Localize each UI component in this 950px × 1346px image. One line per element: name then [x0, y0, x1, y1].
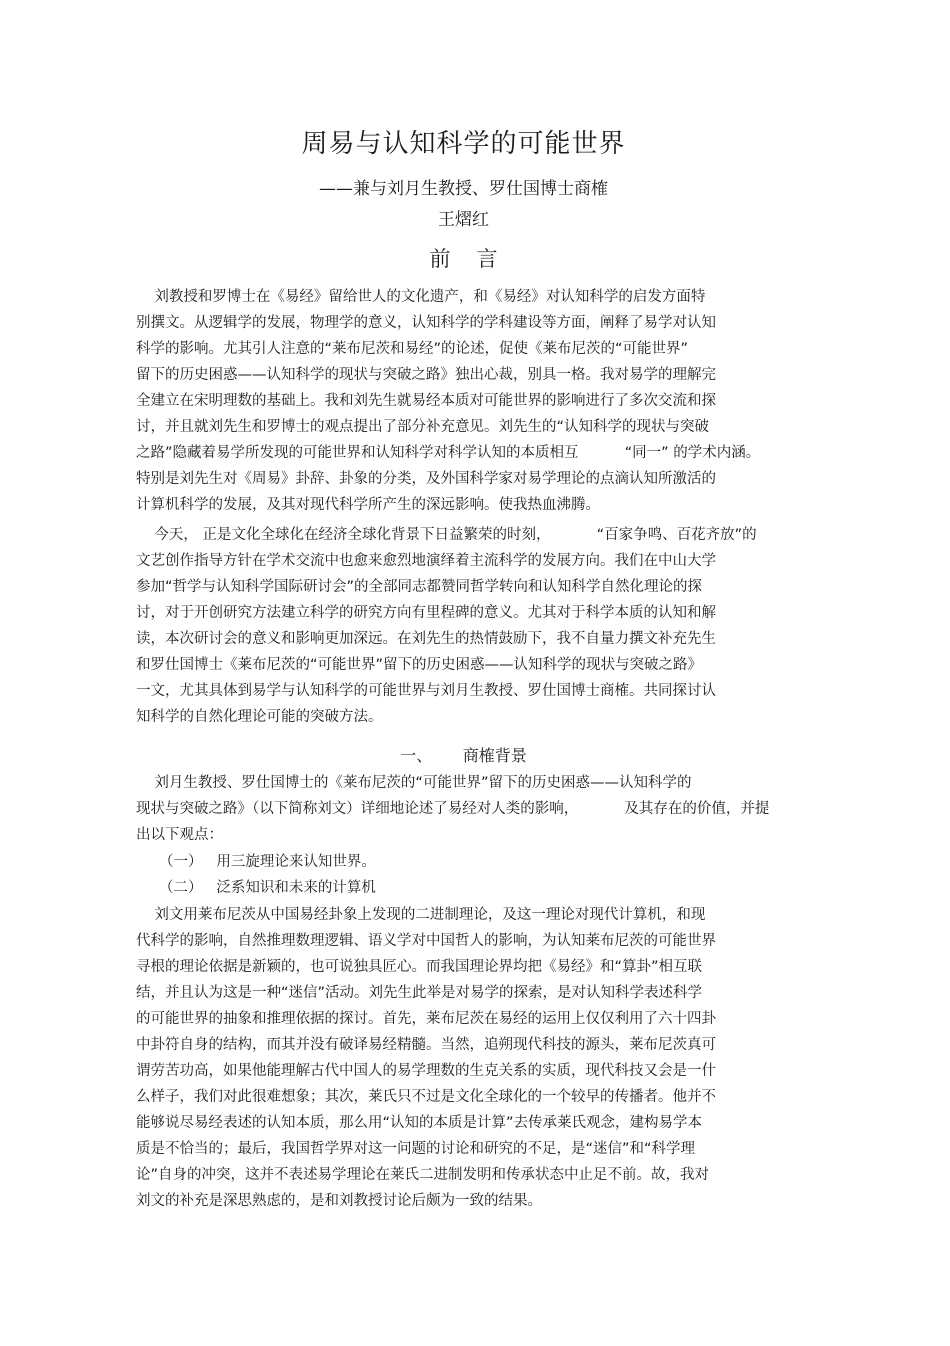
- intro-line: 留下的历史困惑——认知科学的现状与突破之路》独出心裁，别具一格。我对易学的理解完: [136, 367, 716, 383]
- intro-line: 今天， 正是文化全球化在经济全球化背景下日益繁荣的时刻， “百家争鸣、百花齐放”的: [136, 527, 757, 543]
- body-line: 中卦符自身的结构，而其并没有破译易经精髓。当然，追朔现代科技的源头，莱布尼茨真可: [136, 1037, 716, 1053]
- preface-heading: 前言: [429, 247, 524, 271]
- body-line: 刘文的补充是深思熟虑的，是和刘教授讨论后颇为一致的结果。: [136, 1193, 542, 1209]
- intro-line: 文艺创作指导方针在学术交流中也愈来愈烈地演绎着主流科学的发展方向。我们在中山大学: [136, 553, 716, 569]
- list-item: （二） 泛系知识和未来的计算机: [136, 880, 376, 896]
- document-title: 周易与认知科学的可能世界: [301, 129, 626, 159]
- body-line: 代科学的影响，自然推理数理逻辑、语义学对中国哲人的影响，为认知莱布尼茨的可能世界: [136, 933, 716, 949]
- body-line: 论”自身的冲突，这并不表述易学理论在莱氏二进制发明和传承状态中止足不前。故，我对: [136, 1167, 710, 1183]
- intro-line: 读，本次研讨会的意义和影响更加深远。在刘先生的热情鼓励下，我不自量力撰文补充先生: [136, 631, 716, 647]
- intro-line: 全建立在宋明理数的基础上。我和刘先生就易经本质对可能世界的影响进行了多次交流和探: [136, 393, 716, 409]
- body-line: 结，并且认为这是一种“迷信”活动。刘先生此举是对易学的探索，是对认知科学表述科学: [136, 985, 703, 1001]
- intro-line: 科学的影响。尤其引人注意的“莱布尼茨和易经”的论述，促使《莱布尼茨的“可能世界”: [136, 341, 689, 357]
- body-line: 谓劳苦功高，如果他能理解古代中国人的易学理数的生克关系的实质，现代科技又会是一什: [136, 1063, 716, 1079]
- list-item: （一） 用三旋理论来认知世界。: [136, 854, 376, 870]
- document-author: 王熠红: [438, 210, 489, 230]
- section-heading: 一、 商榷背景: [400, 746, 527, 765]
- document-subtitle: ——兼与刘月生教授、罗仕国博士商榷: [319, 179, 608, 199]
- body-line: 的可能世界的抽象和推理依据的探讨。首先，莱布尼茨在易经的运用上仅仅利用了六十四卦: [136, 1011, 716, 1027]
- body-line: 现状与突破之路》（以下简称刘文）详细地论述了易经对人类的影响， 及其存在的价值，并提: [136, 801, 770, 817]
- intro-line: 参加“哲学与认知科学国际研讨会”的全部同志都赞同哲学转向和认知科学自然化理论的探: [136, 579, 703, 595]
- intro-line: 计算机科学的发展，及其对现代科学所产生的深远影响。使我热血沸腾。: [136, 497, 600, 513]
- body-line: 能够说尽易经表述的认知本质，那么用“认知的本质是计算”去传承莱氏观念，建构易学本: [136, 1115, 703, 1131]
- intro-line: 和罗仕国博士《莱布尼茨的“可能世界”留下的历史困惑——认知科学的现状与突破之路》: [136, 657, 703, 673]
- intro-line: 特别是刘先生对《周易》卦辞、卦象的分类，及外国科学家对易学理论的点滴认知所激活的: [136, 471, 716, 487]
- intro-line: 知科学的自然化理论可能的突破方法。: [136, 709, 383, 725]
- intro-line: 别撰文。从逻辑学的发展，物理学的意义，认知科学的学科建设等方面，阐释了易学对认知: [136, 315, 716, 331]
- body-line: 刘文用莱布尼茨从中国易经卦象上发现的二进制理论，及这一理论对现代计算机，和现: [136, 907, 706, 923]
- body-line: 么样子，我们对此很难想象；其次，莱氏只不过是文化全球化的一个较早的传播者。他并不: [136, 1089, 716, 1105]
- intro-line: 讨，对于开创研究方法建立科学的研究方向有里程碑的意义。尤其对于科学本质的认知和解: [136, 605, 716, 621]
- intro-line: 讨，并且就刘先生和罗博士的观点提出了部分补充意见。刘先生的“认知科学的现状与突破: [136, 419, 710, 435]
- body-line: 质是不恰当的；最后，我国哲学界对这一问题的讨论和研究的不足，是“迷信”和“科学理: [136, 1141, 696, 1157]
- body-line: 出以下观点：: [136, 827, 223, 843]
- intro-line: 一文，尤其具体到易学与认知科学的可能世界与刘月生教授、罗仕国博士商榷。共同探讨认: [136, 683, 716, 699]
- intro-line: 之路”隐藏着易学所发现的可能世界和认知科学对科学认知的本质相互 “同一” 的学术内涵。: [136, 445, 761, 461]
- body-line: 寻根的理论依据是新颖的，也可说独具匠心。而我国理论界均把《易经》和“算卦”相互联: [136, 959, 703, 975]
- intro-line: 刘教授和罗博士在《易经》留给世人的文化遗产，和《易经》对认知科学的启发方面特: [136, 289, 706, 305]
- body-line: 刘月生教授、罗仕国博士的《莱布尼茨的“可能世界”留下的历史困惑——认知科学的: [136, 775, 692, 791]
